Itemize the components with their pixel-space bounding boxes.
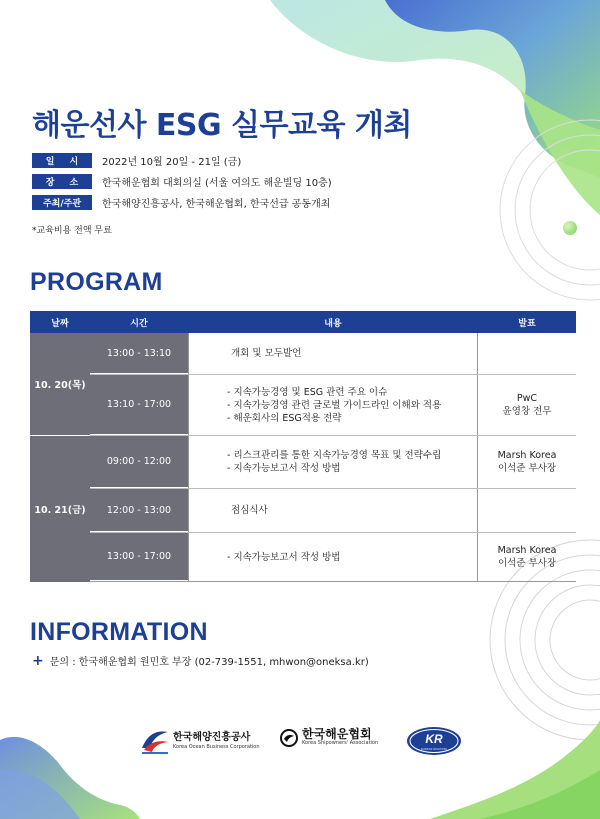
session-time: 13:00 - 13:10 [90,333,188,374]
session-time: 09:00 - 12:00 [90,436,188,488]
logo-name: 한국해운협회 [302,727,372,741]
header-speaker: 발표 [518,318,536,329]
logo-name: 한국해양진흥공사 [173,731,251,743]
session-content [188,436,478,488]
header-content: 내용 [324,318,342,329]
table-body [30,333,576,582]
session-content [188,375,478,435]
session-content [188,533,478,581]
speaker-org: PwC [516,393,538,404]
kr-logo [406,726,462,756]
session-item: - 지속가능경영 관련 글로벌 가이드라인 이해와 적용 [227,399,442,411]
session-content [188,333,478,374]
table-row [90,436,576,489]
logo-sub: Korea Ocean Business Corporation [173,743,260,750]
ksa-emblem-icon [280,729,298,747]
session-speaker [478,533,576,581]
info-value-venue: 한국해운협회 대회의실 (서울 여의도 해운빌딩 10층) [102,178,332,189]
session-item: - 지속가능경영 및 ESG 관련 주요 이슈 [227,386,388,398]
date-cell-day1: 10. 20(목) [30,333,90,435]
table-row [90,489,576,533]
fee-note: *교육비용 전액 무료 [32,226,112,236]
table-row [90,375,576,436]
speaker-org: Marsh Korea [497,545,557,556]
session-speaker [478,436,576,488]
session-item: - 지속가능보고서 작성 방법 [227,463,341,474]
session-content [188,489,478,532]
contact-text: 문의 : 한국해운협회 원민호 부장 (02-739-1551, mhwon@oneksa.kr) [49,657,369,668]
information-heading: INFORMATION [30,618,208,646]
plus-icon: + [32,652,44,669]
session-item: - 해운회사의 ESG적용 전략 [227,412,342,424]
wave-logo-icon [140,728,170,754]
page-title: 해운선사 ESG 실무교육 개최 [32,108,412,143]
session-speaker [478,375,576,435]
session-item: 점심식사 [231,505,268,516]
speaker-org: Marsh Korea [497,450,557,461]
speaker-name: 윤영창 전무 [502,406,552,417]
session-item: - 지속가능보고서 작성 방법 [227,551,341,563]
sponsor-logos [0,722,600,762]
ksa-logo [280,728,378,747]
header-time: 시간 [130,318,148,329]
date-cell-day2: 10. 21(금) [30,436,90,582]
program-table [30,311,576,582]
info-row-venue [32,173,332,190]
kr-oval-logo-icon [406,726,462,756]
session-time: 12:00 - 13:00 [90,489,188,532]
logo-sub: Korea Shipowners' Association [302,740,379,746]
contact-info [32,653,369,668]
header-date: 날짜 [51,318,69,329]
table-row [90,333,576,375]
info-label-date: 일 시 [32,153,92,168]
program-heading: PROGRAM [30,268,163,296]
session-item: 개회 및 모두발언 [231,348,302,359]
session-item: - 리스크관리를 통한 지속가능경영 목표 및 전략수립 [227,450,442,461]
session-time: 13:10 - 17:00 [90,375,188,435]
session-speaker [478,333,576,374]
speaker-name: 이석준 부사장 [497,558,557,569]
info-value-host: 한국해양진흥공사, 한국해운협회, 한국선급 공동개최 [102,199,331,210]
info-row-date [32,152,241,169]
logo-sub: KOREAN REGISTER [420,747,448,751]
info-label-venue: 장 소 [32,174,92,189]
session-time: 13:00 - 17:00 [90,533,188,581]
info-value-date: 2022년 10월 20일 - 21일 (금) [102,157,242,168]
info-label-host: 주최/주관 [32,195,92,210]
speaker-name: 이석준 부사장 [497,463,557,474]
table-row [90,533,576,581]
table-header [30,311,576,333]
session-speaker [478,489,576,532]
logo-name: KR [425,732,443,746]
kobc-logo [140,728,260,754]
info-row-host [32,194,330,211]
